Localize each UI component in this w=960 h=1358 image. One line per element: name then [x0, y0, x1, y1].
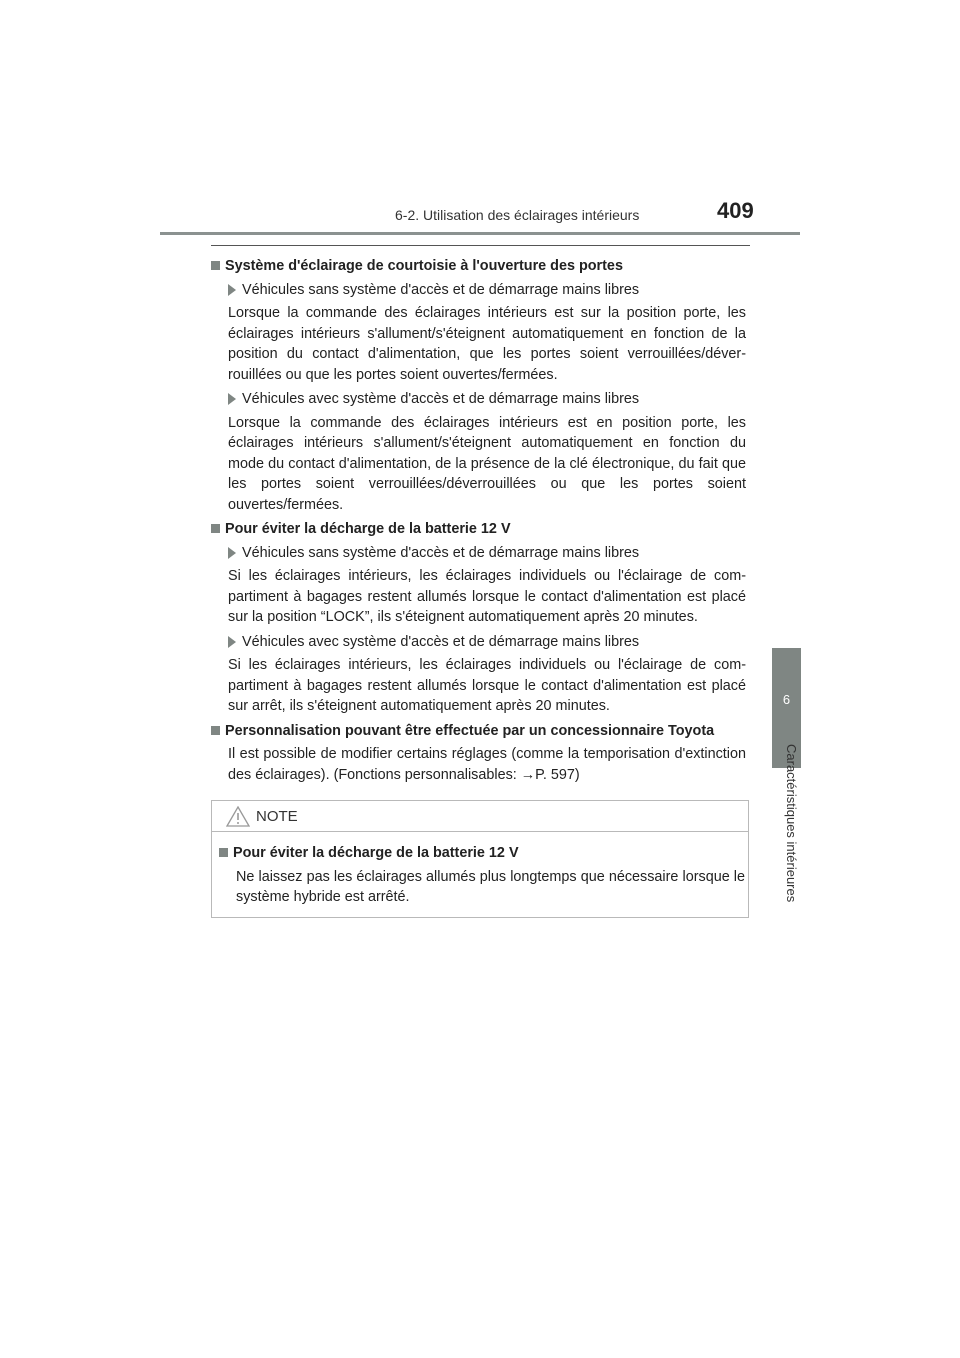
sub-heading-text: Véhicules avec système d'accès et de démarrage mains libres — [242, 391, 640, 407]
note-heading — [219, 843, 745, 864]
page-number: 409 — [717, 198, 754, 223]
section-heading — [211, 519, 746, 540]
header-rule — [160, 232, 800, 235]
triangle-bullet-icon — [228, 284, 236, 296]
triangle-bullet-icon — [228, 393, 236, 405]
paragraph: Si les éclairages intérieurs, les éclairages individuels ou l'éclairage de com-partiment à bagages restent allumés lorsque le contact d'alimentation est placé sur arrêt, ils s'éteignent automatiquement après 20 minutes. — [228, 657, 746, 714]
triangle-bullet-icon — [228, 636, 236, 648]
note-paragraph: Ne laissez pas les éclairages allumés plus longtemps que nécessaire lorsque le système hybride est arrêté. — [236, 868, 745, 905]
note-box — [211, 800, 749, 918]
sub-heading — [228, 543, 746, 564]
note-header — [212, 801, 748, 832]
sub-heading-text: Véhicules sans système d'accès et de démarrage mains libres — [242, 281, 640, 298]
sub-heading-text: Véhicules sans système d'accès et de démarrage mains libres — [242, 544, 640, 561]
paragraph: Il est possible de modifier certains réglages (comme la temporisation d'extinction des éclairages). (Fonctions personnalisables: →P. 597) — [228, 746, 746, 783]
content — [211, 256, 746, 789]
paragraph: Lorsque la commande des éclairages intérieurs est en position porte, les éclairages intérieurs s'allument/s'éteignent automatiquement en fonction du mode du contact d'alimentation, de la présence de la clé électronique, du fait que les portes soient verrouillées/déverrouillées ou que les portes soient ouvertes/fermées. — [228, 414, 746, 513]
square-bullet-icon — [219, 848, 228, 857]
sub-heading-text: Véhicules avec système d'accès et de démarrage mains libres — [242, 633, 640, 650]
section-heading-text: Personnalisation pouvant être effectuée par un concessionnaire Toyota — [225, 722, 715, 739]
content-rule — [211, 245, 750, 246]
paragraph: Lorsque la commande des éclairages intérieurs est sur la position porte, les éclairages intérieurs s'allument/s'éteignent automatiquement en fonction de la position du contact d'alimentation, que les portes soient verrouillées/déver-rouillées ou que les portes soient ouvertes/fermées. — [228, 305, 746, 383]
sub-heading — [228, 389, 746, 410]
note-title: NOTE — [256, 808, 298, 825]
section-heading — [211, 256, 746, 277]
section-heading — [211, 721, 746, 742]
sub-heading — [228, 280, 746, 301]
paragraph: Si les éclairages intérieurs, les éclairages individuels ou l'éclairage de com-partiment à bagages restent allumés lorsque le contact d'alimentation est placé sur la position “LOCK”, ils s'éteignent automatiquement après 20 minutes. — [228, 568, 746, 625]
header-section-title: 6-2. Utilisation des éclairages intérieurs — [395, 207, 640, 223]
section-heading-text: Pour éviter la décharge de la batterie 12 V — [225, 521, 511, 537]
chapter-tab-label: Caractéristiques intérieures — [784, 744, 799, 903]
section-heading-text: Système d'éclairage de courtoisie à l'ouverture des portes — [225, 258, 623, 274]
note-body — [219, 843, 745, 912]
square-bullet-icon — [211, 524, 220, 533]
sub-heading — [228, 632, 746, 653]
chapter-tab-number: 6 — [782, 692, 791, 707]
warning-triangle-icon — [226, 806, 250, 827]
square-bullet-icon — [211, 261, 220, 270]
square-bullet-icon — [211, 726, 220, 735]
note-heading-text: Pour éviter la décharge de la batterie 12 V — [233, 845, 519, 861]
triangle-bullet-icon — [228, 547, 236, 559]
